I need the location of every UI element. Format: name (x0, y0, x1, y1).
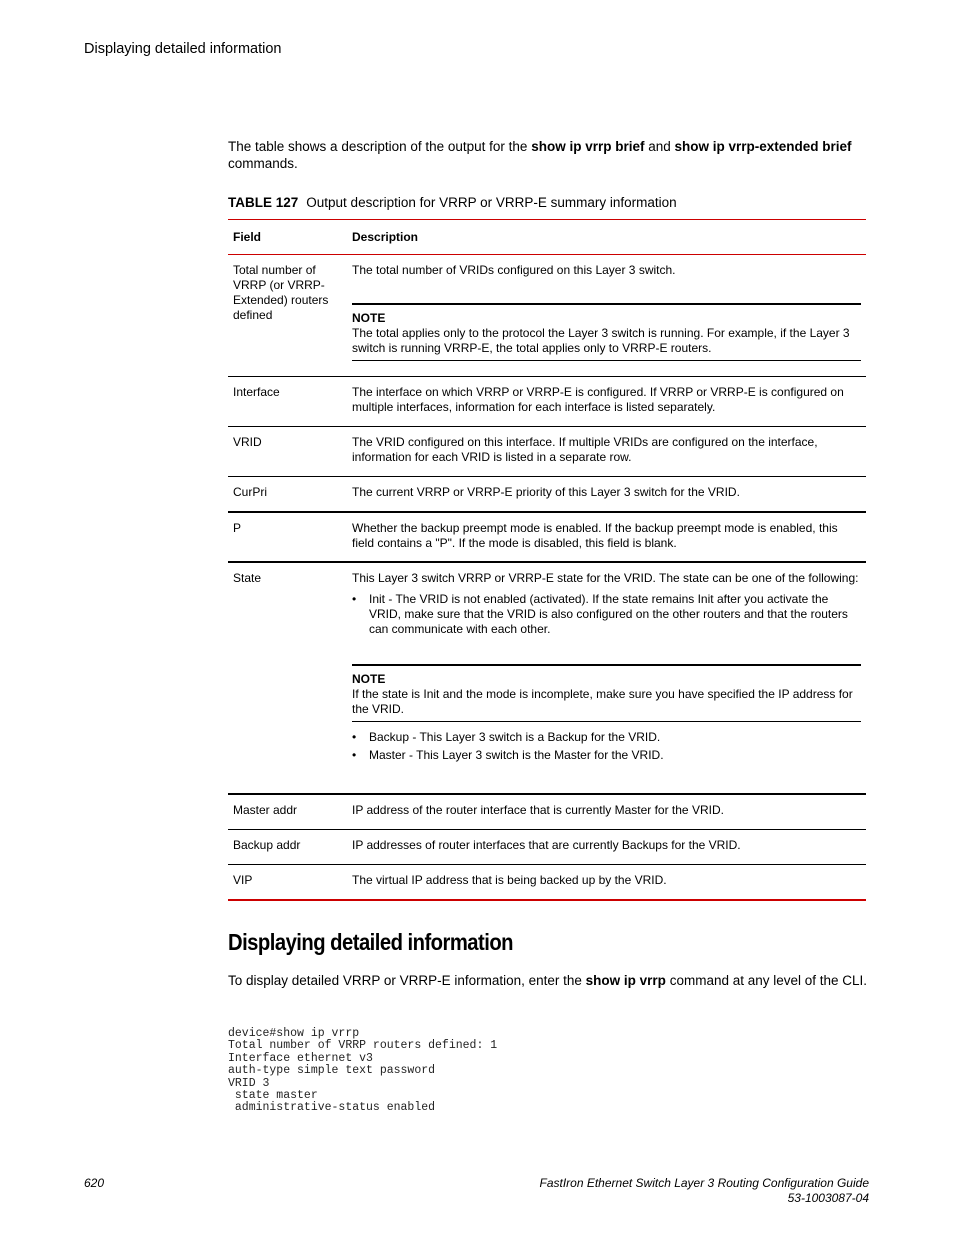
document-number: 53-1003087-04 (787, 1191, 869, 1205)
page-number: 620 (84, 1176, 105, 1190)
field-cell: Interface (233, 385, 280, 399)
table-row (228, 377, 866, 427)
description-cell: IP addresses of router interfaces that are currently Backups for the VRID. (352, 838, 741, 852)
description-cell (352, 563, 866, 793)
section-text: command at any level of the CLI. (665, 973, 868, 988)
table-caption (228, 195, 677, 210)
field-cell: Total number of VRRP (or VRRP-Extended) routers defined (233, 263, 329, 322)
state-list (352, 730, 861, 763)
note-title: NOTE (352, 311, 386, 325)
table-row (228, 513, 866, 563)
table-row (228, 865, 866, 901)
field-cell: Master addr (233, 803, 298, 817)
description-text: This Layer 3 switch VRRP or VRRP-E state for the VRID. The state can be one of the following: (352, 571, 859, 585)
description-cell: The virtual IP address that is being backed up by the VRID. (352, 873, 667, 887)
field-cell: VRID (233, 435, 262, 449)
description-cell: Whether the backup preempt mode is enabled. If the backup preempt mode is enabled, this field contains a "P". If the mode is disabled, this field is blank. (352, 521, 838, 550)
intro-text: The table shows a description of the output for the (228, 139, 532, 154)
table-title: Output description for VRRP or VRRP-E summary information (306, 195, 677, 210)
section-text: To display detailed VRRP or VRRP-E information, enter the (228, 973, 586, 988)
table-row (228, 563, 866, 795)
intro-text: commands. (228, 156, 298, 171)
table-row (228, 427, 866, 477)
cli-code-block: device#show ip vrrp Total number of VRRP routers defined: 1 Interface ethernet v3 auth-type simple text password VRID 3 state master administrative-status enabled (228, 1027, 498, 1115)
description-cell: IP address of the router interface that is currently Master for the VRID. (352, 803, 724, 817)
command-show-ip-vrrp-brief: show ip vrrp brief (531, 139, 645, 154)
field-cell: Backup addr (233, 838, 301, 852)
section-paragraph (228, 972, 868, 989)
table-header-row (228, 220, 866, 255)
field-cell: CurPri (233, 485, 268, 499)
description-cell: The interface on which VRRP or VRRP-E is configured. If VRRP or VRRP-E is configured on multiple interfaces, information for each interface is listed separately. (352, 385, 844, 414)
command-show-ip-vrrp: show ip vrrp (585, 973, 666, 988)
description-text: The total number of VRIDs configured on this Layer 3 switch. (352, 263, 676, 277)
field-cell: State (233, 571, 262, 585)
intro-paragraph (228, 138, 868, 172)
list-item: • Init - The VRID is not enabled (activated). If the state remains Init after you activate the VRID, make sure that the VRID is also configured on the other routers and that the routers can communicate with each other. (352, 592, 861, 637)
description-cell: The VRID configured on this interface. If multiple VRIDs are configured on the interface, information for each VRID is listed in a separate row. (352, 435, 818, 464)
note-box (352, 664, 861, 722)
note-text: The total applies only to the protocol the Layer 3 switch is running. For example, if the Layer 3 switch is running VRRP-E, the total applies only to VRRP-E routers. (352, 326, 850, 355)
table-row (228, 477, 866, 513)
description-cell (352, 255, 866, 376)
running-header: Displaying detailed information (84, 41, 282, 57)
note-title: NOTE (352, 672, 386, 686)
list-item: • Master - This Layer 3 switch is the Master for the VRID. (352, 748, 861, 763)
state-list (352, 592, 861, 637)
field-cell: P (233, 521, 242, 535)
table-row (228, 255, 866, 377)
table-number: TABLE 127 (228, 195, 299, 210)
field-cell: VIP (233, 873, 253, 887)
intro-text: and (644, 139, 675, 154)
list-item: • Backup - This Layer 3 switch is a Backup for the VRID. (352, 730, 861, 745)
column-header-field: Field (233, 229, 262, 244)
note-text: If the state is Init and the mode is incomplete, make sure you have specified the IP address for the VRID. (352, 687, 853, 716)
output-description-table (228, 219, 866, 901)
guide-title: FastIron Ethernet Switch Layer 3 Routing Configuration Guide (539, 1176, 869, 1190)
description-cell: The current VRRP or VRRP-E priority of this Layer 3 switch for the VRID. (352, 485, 740, 499)
footer-info (539, 1176, 869, 1206)
note-box (352, 303, 861, 361)
column-header-description: Description (352, 229, 419, 244)
table-row (228, 795, 866, 830)
command-show-ip-vrrp-extended-brief: show ip vrrp-extended brief (674, 139, 852, 154)
table-row (228, 830, 866, 865)
section-heading: Displaying detailed information (228, 929, 514, 955)
